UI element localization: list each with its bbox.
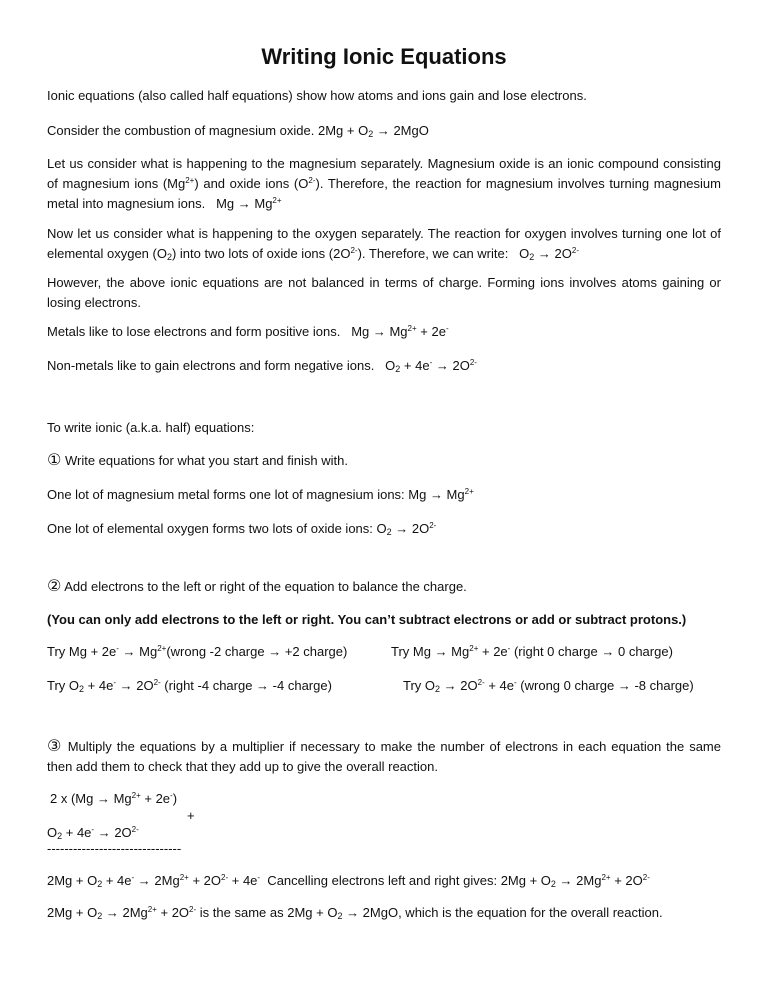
step-3-sum-line: $2Mg + O_2 + 4e^- \to 2Mg^{2+} + 2O^{2-} + 4e^-$ Cancelling electrons left and right gives: $2Mg + O_2 \to 2Mg^{2+} + 2O^{2-}$ (47, 873, 650, 889)
step-3-number: ③ (47, 738, 63, 755)
try-mg-wrong: Try $Mg + 2e^- \to Mg^{2+}(wrong$ -2 charge → +2 charge) (47, 644, 348, 659)
page-title: Writing Ionic Equations (261, 44, 507, 69)
try-o-right: Try $O_2 + 4e^- \to 2O^{2-}$ (right -4 charge → -4 charge) (47, 678, 332, 694)
step-3-heading: ③ Multiply the equations by a multiplier if necessary to make the number of electrons in each equation the same then add them to check that they add up to give the overall reaction. (47, 738, 721, 774)
step-1-oxygen-line: One lot of elemental oxygen forms two lots of oxide ions: $O_2 \to 2O^{2-}$ (47, 521, 437, 537)
metals-line: Metals like to lose electrons and form positive ions. $Mg \to Mg^{2+} + 2e^-$ (47, 324, 449, 339)
combustion-paragraph: Consider the combustion of magnesium oxide. $2Mg + O_2 \to 2MgO$ (47, 123, 429, 139)
step-2-heading: ② Add electrons to the left or right of the equation to balance the charge. (47, 578, 467, 595)
try-o-wrong: Try $O_2 \to 2O^{2-} + 4e^-$ (wrong 0 charge → -8 charge) (403, 678, 694, 694)
magnesium-paragraph: Let us consider what is happening to the magnesium separately. Magnesium oxide is an ionic compound consisting of magnesium ions $(Mg^{2+})$ and oxide ions $(O^{2-})$. Therefore, the reaction for magnesium involves turning magnesium metal into magnesium ions. $Mg \to Mg^{2+}$ (47, 156, 721, 211)
step-3-final-line: $2Mg + O_2 \to 2Mg^{2+} + 2O^{2-}$ is the same as $2Mg + O_2 \to 2MgO$, which is the equation for the overall reaction. (47, 905, 663, 921)
try-row-1 (47, 642, 721, 662)
step-3-equation-2: $O_2 + 4e^- \to 2O^{2-}$ (47, 825, 139, 841)
step-1-number: ① (47, 452, 62, 469)
intro-paragraph: Ionic equations (also called half equations) show how atoms and ions gain and lose electrons. (47, 88, 587, 103)
try-row-2 (47, 676, 721, 696)
sum-divider: ------------------------------- (47, 841, 182, 856)
step-1-magnesium-line: One lot of magnesium metal forms one lot of magnesium ions: $Mg \to Mg^{2+}$ (47, 487, 474, 502)
step-2-number: ② (47, 578, 62, 595)
nonmetals-line: Non-metals like to gain electrons and form negative ions. $O_2 + 4e^- \to 2O^{2-}$ (47, 358, 477, 374)
plus-sign: + (187, 808, 195, 823)
try-mg-right: Try $Mg \to Mg^{2+} + 2e^-$ (right 0 charge → 0 charge) (391, 644, 673, 659)
oxygen-paragraph: Now let us consider what is happening to the oxygen separately. The reaction for oxygen involves turning one lot of elemental oxygen $(O_2)$ into two lots of oxide ions $(2O^{2-})$. Therefore, we can write: $O_2 \to 2O^{2-}$ (47, 226, 721, 262)
balance-paragraph: However, the above ionic equations are not balanced in terms of charge. Forming ions involves atoms gaining or losing electrons. (47, 275, 721, 310)
step-1-heading: ① Write equations for what you start and finish with. (47, 452, 348, 469)
howto-heading: To write ionic (a.k.a. half) equations: (47, 420, 255, 435)
step-3-equation-1: 2 x $(Mg \to Mg^{2+} + 2e^-)$ (50, 791, 178, 806)
step-2-note: (You can only add electrons to the left or right. You can’t subtract electrons or add or subtract protons.) (47, 612, 687, 627)
